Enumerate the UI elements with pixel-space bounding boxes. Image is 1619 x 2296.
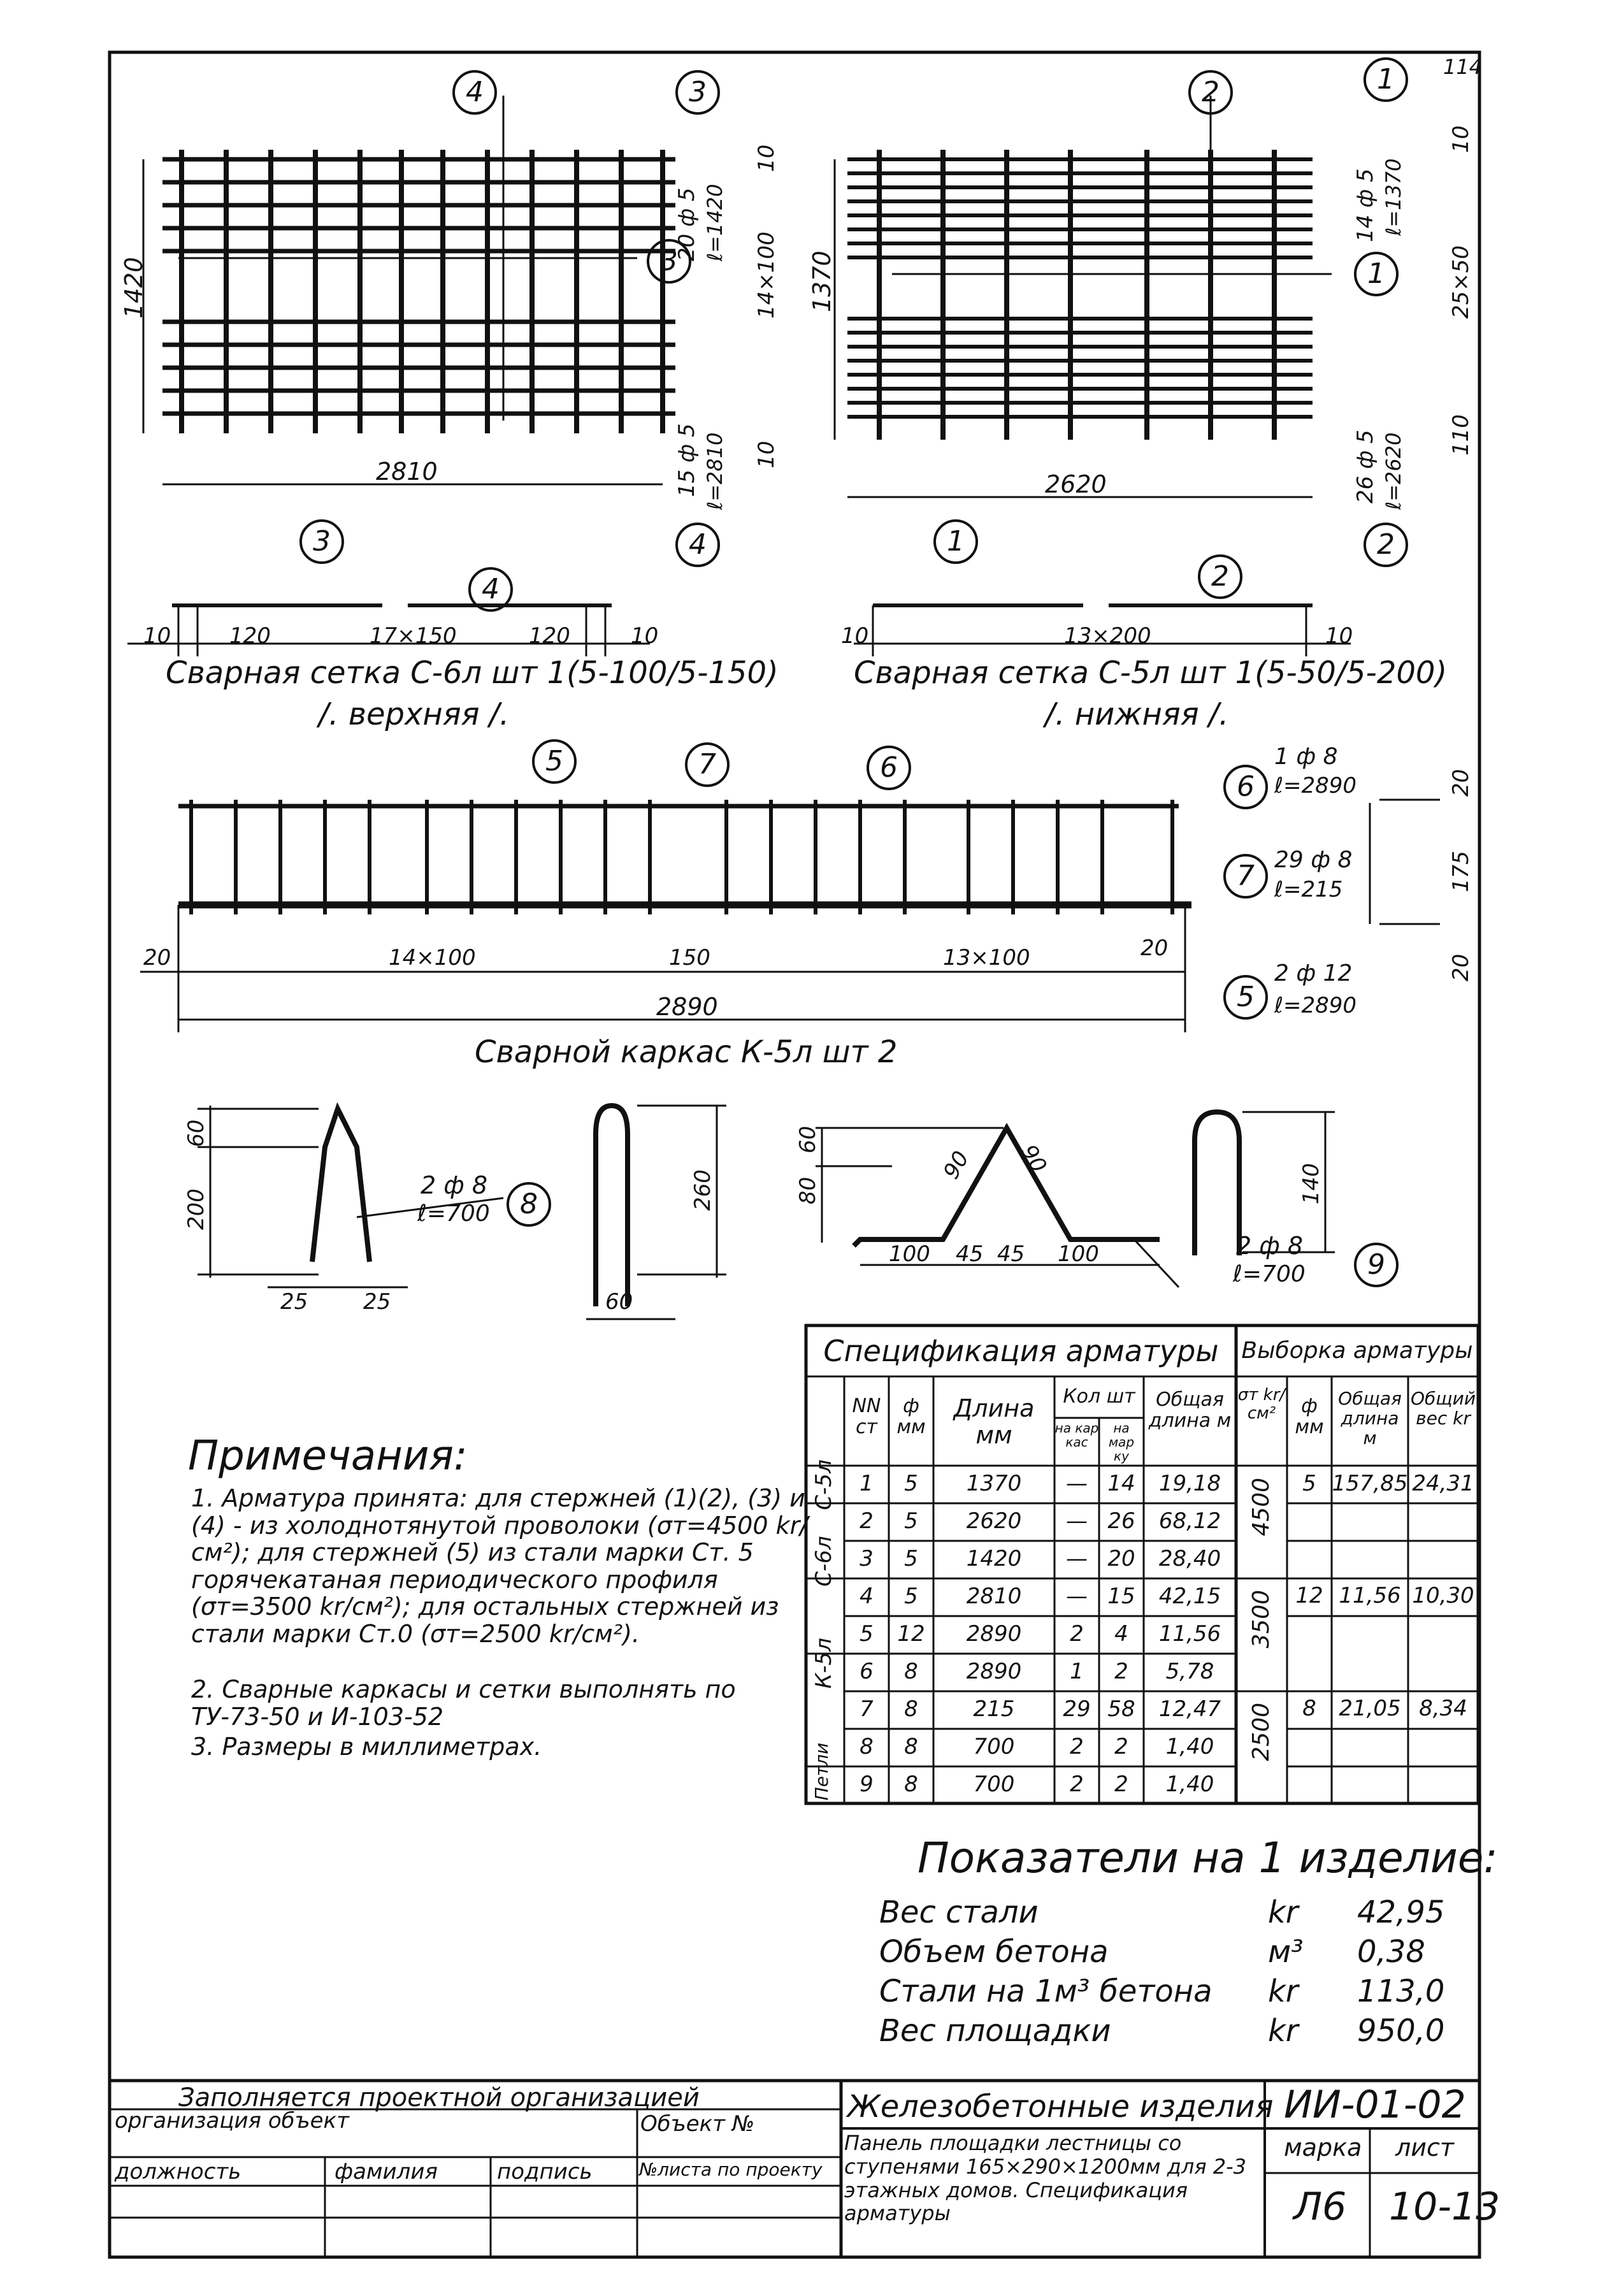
- spec-cell-qty-mark: 14: [1107, 1471, 1135, 1496]
- spec-cell-len: 215: [973, 1696, 1015, 1722]
- indicator-label: Вес стали: [879, 1895, 1039, 1930]
- tb-product-type: Железобетонные изделия: [847, 2089, 1274, 2125]
- spec-cell-total: 5,78: [1165, 1659, 1214, 1684]
- loop9-height-dim: 80: [795, 1176, 821, 1204]
- mesh-top-spacing: 17×150: [370, 623, 457, 649]
- spec-cell-qty-frame: —: [1066, 1584, 1088, 1609]
- spec-title: Спецификация арматуры: [823, 1334, 1219, 1368]
- loop9-length: ℓ=700: [1233, 1261, 1306, 1287]
- spec-cell-qty-frame: —: [1066, 1546, 1088, 1571]
- spec-cell-total: 11,56: [1158, 1621, 1221, 1647]
- bar6-length: ℓ=2890: [1274, 773, 1357, 798]
- indicator-unit: kr: [1268, 1974, 1299, 2009]
- spec-h-total: Общая длина м: [1148, 1389, 1232, 1432]
- spec-h-len: Длина мм: [953, 1394, 1035, 1449]
- mesh-top-edge-left: 10: [143, 623, 171, 649]
- indicator-label: Стали на 1м³ бетона: [879, 1974, 1212, 2009]
- loop8-length: ℓ=700: [417, 1201, 490, 1227]
- spec-cell-len: 700: [973, 1772, 1015, 1797]
- tb-object-no: Объект №: [640, 2111, 755, 2137]
- loop9-seg1: 100: [889, 1241, 930, 1267]
- bar7-length: ℓ=215: [1274, 877, 1343, 902]
- marker-8: 8: [507, 1182, 551, 1227]
- section-marker-4: 4: [468, 567, 513, 612]
- spec-cell-dia: 12: [897, 1621, 925, 1647]
- spec-cell-dia: 5: [904, 1508, 918, 1534]
- selection-cell-dia: 5: [1302, 1471, 1316, 1496]
- mesh-top-side-bottom: 10: [754, 440, 779, 468]
- tb-position: должность: [115, 2159, 241, 2184]
- tb-filled-by: Заполняется проектной организацией: [178, 2083, 700, 2112]
- spec-cell-total: 12,47: [1158, 1696, 1221, 1722]
- group-c5l: С-5л: [811, 1459, 837, 1510]
- marker-2: 2: [1188, 70, 1233, 115]
- selection-cell-weight: 8,34: [1419, 1696, 1467, 1721]
- selection-cell-len: 21,05: [1339, 1696, 1401, 1721]
- spec-cell-len: 700: [973, 1734, 1015, 1759]
- spec-h-qty-mark: на мар ку: [1108, 1420, 1135, 1464]
- marker-4-side: 4: [675, 523, 720, 567]
- sel-h-sigma: σт kr/ см²: [1237, 1385, 1286, 1423]
- bar1-label: 14 ф 5: [1353, 168, 1378, 242]
- spec-cell-num: 9: [860, 1772, 874, 1797]
- selection-sigma: 2500: [1248, 1702, 1275, 1761]
- frame-middle: 150: [669, 945, 710, 971]
- tb-sheet-count: №листа по проекту: [639, 2159, 823, 2180]
- loop8-right-dim: 25: [363, 1289, 391, 1315]
- spec-cell-len: 1370: [966, 1471, 1022, 1496]
- tb-surname: фамилия: [335, 2159, 438, 2184]
- spec-cell-dia: 8: [904, 1659, 918, 1684]
- sheet-number: 114: [1443, 55, 1483, 79]
- indicator-label: Вес площадки: [879, 2013, 1111, 2049]
- bar3-label: 20 ф 5: [674, 187, 700, 261]
- tb-sheet-label: лист: [1395, 2134, 1455, 2162]
- selection-cell-dia: 12: [1295, 1583, 1323, 1608]
- mesh-top-left-step: 120: [229, 623, 271, 649]
- spec-cell-num: 8: [860, 1734, 874, 1759]
- marker-4: 4: [452, 70, 497, 115]
- mesh-bottom-height-dim: 1370: [808, 250, 836, 312]
- spec-cell-total: 1,40: [1165, 1734, 1214, 1759]
- mesh-top-title: Сварная сетка С-6л шт 1(5-100/5-150): [166, 655, 779, 691]
- tb-signature: подпись: [497, 2159, 593, 2184]
- loop9-label: 2 ф 8: [1236, 1232, 1304, 1260]
- spec-cell-dia: 8: [904, 1734, 918, 1759]
- spec-cell-qty-frame: —: [1066, 1508, 1088, 1534]
- mesh-top-width-dim: 2810: [376, 458, 438, 486]
- mesh-bottom-edge-left: 10: [841, 623, 869, 649]
- tb-org: организация объект: [115, 2108, 349, 2134]
- spec-cell-qty-frame: —: [1066, 1471, 1088, 1496]
- spec-h-num: NN ст: [852, 1395, 881, 1438]
- spec-cell-qty-mark: 58: [1107, 1696, 1135, 1722]
- mesh-bottom-side-mid: 25×50: [1448, 245, 1474, 319]
- marker-6: 6: [867, 746, 911, 790]
- spec-cell-dia: 8: [904, 1696, 918, 1722]
- selection-cell-weight: 24,31: [1412, 1471, 1474, 1496]
- frame-side-mid: 175: [1448, 851, 1474, 892]
- marker-7-side: 7: [1223, 854, 1268, 899]
- bar5-length: ℓ=2890: [1274, 993, 1357, 1018]
- bar4-length: ℓ=2810: [703, 432, 727, 510]
- marker-3-side: 3: [675, 70, 720, 115]
- tb-mark: Л6: [1293, 2184, 1347, 2229]
- spec-cell-num: 2: [860, 1508, 874, 1534]
- loop9-angle-right: 90: [1016, 1140, 1052, 1178]
- spec-cell-total: 19,18: [1158, 1471, 1221, 1496]
- spec-cell-qty-frame: 2: [1070, 1621, 1084, 1647]
- marker-5-side: 5: [1223, 975, 1268, 1020]
- section-marker-1: 1: [933, 519, 978, 564]
- frame-right-edge: 20: [1140, 935, 1169, 961]
- mesh-top-height-dim: 1420: [120, 257, 148, 319]
- mesh-top-side-top: 10: [754, 144, 779, 172]
- group-c6l: С-6л: [811, 1536, 837, 1587]
- sel-h-dia: ф мм: [1295, 1395, 1324, 1438]
- spec-cell-qty-mark: 2: [1114, 1734, 1128, 1759]
- bar4-label: 15 ф 5: [674, 423, 700, 497]
- bar6-label: 1 ф 8: [1274, 744, 1338, 770]
- spec-h-qty: Кол шт: [1063, 1385, 1135, 1408]
- mesh-bottom-title: Сварная сетка С-5л шт 1(5-50/5-200): [854, 655, 1448, 691]
- frame-right-spacing: 13×100: [943, 945, 1030, 971]
- spec-cell-qty-mark: 15: [1107, 1584, 1135, 1609]
- indicator-label: Объем бетона: [879, 1934, 1109, 1970]
- spec-cell-len: 2890: [966, 1659, 1022, 1684]
- mesh-top-side-mid: 14×100: [754, 231, 779, 319]
- sel-h-weight: Общий вес kr: [1410, 1388, 1476, 1429]
- selection-sigma: 4500: [1248, 1477, 1275, 1536]
- selection-cell-len: 157,85: [1332, 1471, 1408, 1496]
- mesh-bottom-subtitle: /. нижняя /.: [1045, 697, 1229, 732]
- mesh-top-edge-right: 10: [631, 623, 659, 649]
- mesh-bottom-drawing: [835, 96, 1332, 497]
- loop8-top-dim: 60: [183, 1119, 209, 1147]
- sel-h-len: Общая длина м: [1338, 1388, 1402, 1448]
- loop8-loop-height: 260: [690, 1169, 716, 1211]
- indicator-value: 950,0: [1357, 2013, 1445, 2049]
- selection-cell-dia: 8: [1302, 1696, 1316, 1721]
- indicator-unit: kr: [1268, 1895, 1299, 1930]
- spec-cell-len: 2890: [966, 1621, 1022, 1647]
- spec-cell-dia: 5: [904, 1471, 918, 1496]
- mesh-top-drawing: [143, 96, 675, 484]
- marker-9: 9: [1354, 1243, 1399, 1287]
- marker-2-side: 2: [1364, 523, 1408, 567]
- mesh-bottom-width-dim: 2620: [1045, 470, 1107, 498]
- selection-cell-len: 11,56: [1339, 1583, 1401, 1608]
- indicators-title: Показатели на 1 изделие:: [917, 1833, 1498, 1882]
- tb-mark-label: марка: [1284, 2134, 1362, 2162]
- mesh-top-right-step: 120: [529, 623, 570, 649]
- group-k5l: К-5л: [811, 1638, 837, 1689]
- selection-cell-weight: 10,30: [1412, 1583, 1474, 1608]
- bar2-label: 26 ф 5: [1353, 430, 1378, 503]
- indicator-value: 113,0: [1357, 1974, 1445, 2009]
- spec-h-dia: ф мм: [896, 1395, 926, 1438]
- loop8-label: 2 ф 8: [421, 1171, 488, 1199]
- indicator-unit: kr: [1268, 2013, 1299, 2049]
- spec-cell-qty-mark: 2: [1114, 1659, 1128, 1684]
- marker-3: 3: [647, 239, 691, 284]
- spec-cell-total: 68,12: [1158, 1508, 1221, 1534]
- marker-6-side: 6: [1223, 765, 1268, 809]
- frame-total: 2890: [656, 993, 718, 1021]
- notes-title: Примечания:: [188, 1433, 468, 1480]
- marker-5: 5: [532, 739, 577, 784]
- indicator-value: 42,95: [1357, 1895, 1445, 1930]
- frame-side-top: 20: [1448, 769, 1474, 797]
- mesh-bottom-edge-right: 10: [1325, 623, 1353, 649]
- spec-cell-total: 28,40: [1158, 1546, 1221, 1571]
- spec-cell-len: 2620: [966, 1508, 1022, 1534]
- section-marker-3: 3: [299, 519, 344, 564]
- frame-title: Сварной каркас К-5л шт 2: [475, 1034, 898, 1070]
- loop9-seg3: 45: [997, 1241, 1025, 1267]
- loop9-loop-height: 140: [1299, 1163, 1324, 1204]
- note-3: 3. Размеры в миллиметрах.: [191, 1733, 542, 1761]
- tb-description: Панель площадки лестницы со ступенями 165×290×1200мм для 2-3 этажных домов. Спецификация арматуры: [844, 2131, 1246, 2226]
- spec-cell-qty-frame: 1: [1070, 1659, 1084, 1684]
- spec-cell-qty-mark: 2: [1114, 1772, 1128, 1797]
- loop9-angle-left: 90: [938, 1146, 975, 1184]
- spec-cell-qty-mark: 26: [1107, 1508, 1135, 1534]
- spec-cell-total: 1,40: [1165, 1772, 1214, 1797]
- loop8-left-dim: 25: [280, 1289, 308, 1315]
- loop8-height-dim: 200: [183, 1188, 209, 1230]
- spec-cell-qty-frame: 2: [1070, 1772, 1084, 1797]
- spec-cell-num: 6: [860, 1659, 874, 1684]
- mesh-bottom-spacing: 13×200: [1064, 623, 1151, 649]
- spec-cell-qty-mark: 20: [1107, 1546, 1135, 1571]
- spec-cell-dia: 8: [904, 1772, 918, 1797]
- spec-cell-num: 5: [860, 1621, 874, 1647]
- spec-cell-num: 7: [860, 1696, 874, 1722]
- mesh-bottom-side-top: 10: [1448, 125, 1474, 153]
- frame-left-edge: 20: [143, 945, 171, 971]
- marker-1-side: 1: [1364, 57, 1408, 102]
- spec-h-qty-frame: на кар кас: [1054, 1420, 1099, 1450]
- note-1: 1. Арматура принята: для стержней (1)(2), (3) и (4) - из холоднотянутой проволоки (σт=4500 kr/см²); для стержней (5) из стали марки Ст. 5 горячекатаная периодического профиля (σт=3500 kr/см²); для остальных стержней из стали марки Ст.0 (σт=2500 kr/см²).: [191, 1484, 809, 1648]
- spec-cell-dia: 5: [904, 1546, 918, 1571]
- mesh-top-subtitle: /. верхняя /.: [319, 697, 510, 732]
- group-loops: Петли: [811, 1742, 832, 1801]
- bar7-label: 29 ф 8: [1274, 847, 1353, 873]
- bar3-length: ℓ=1420: [703, 184, 727, 261]
- indicator-value: 0,38: [1357, 1934, 1425, 1970]
- tb-series: ИИ-01-02: [1284, 2083, 1466, 2127]
- selection-title: Выборка арматуры: [1241, 1338, 1473, 1364]
- spec-cell-dia: 5: [904, 1584, 918, 1609]
- section-marker-2: 2: [1198, 554, 1242, 599]
- note-2: 2. Сварные каркасы и сетки выполнять по ТУ-73-50 и И-103-52: [191, 1675, 736, 1731]
- indicator-unit: м³: [1268, 1934, 1304, 1970]
- tb-sheet: 10-13: [1389, 2184, 1500, 2229]
- spec-cell-qty-frame: 2: [1070, 1734, 1084, 1759]
- spec-cell-len: 2810: [966, 1584, 1022, 1609]
- selection-sigma: 3500: [1248, 1589, 1275, 1649]
- loop9-top-dim: 60: [795, 1125, 821, 1153]
- spec-cell-len: 1420: [966, 1546, 1022, 1571]
- spec-cell-num: 3: [860, 1546, 874, 1571]
- spec-cell-num: 1: [860, 1471, 874, 1496]
- loop9-seg2: 45: [956, 1241, 984, 1267]
- spec-cell-qty-frame: 29: [1063, 1696, 1091, 1722]
- mesh-bottom-side-bottom: 110: [1448, 414, 1474, 456]
- spec-cell-qty-mark: 4: [1114, 1621, 1128, 1647]
- bar2-length: ℓ=2620: [1381, 432, 1406, 510]
- frame-side-bottom: 20: [1448, 953, 1474, 981]
- spec-cell-total: 42,15: [1158, 1584, 1221, 1609]
- loop9-seg4: 100: [1058, 1241, 1099, 1267]
- frame-left-spacing: 14×100: [389, 945, 476, 971]
- marker-1: 1: [1354, 252, 1399, 296]
- bar5-label: 2 ф 12: [1274, 960, 1353, 986]
- loop8-loop-width: 60: [605, 1289, 633, 1315]
- spec-cell-num: 4: [860, 1584, 874, 1609]
- marker-7: 7: [685, 742, 730, 787]
- bar1-length: ℓ=1370: [1381, 158, 1406, 236]
